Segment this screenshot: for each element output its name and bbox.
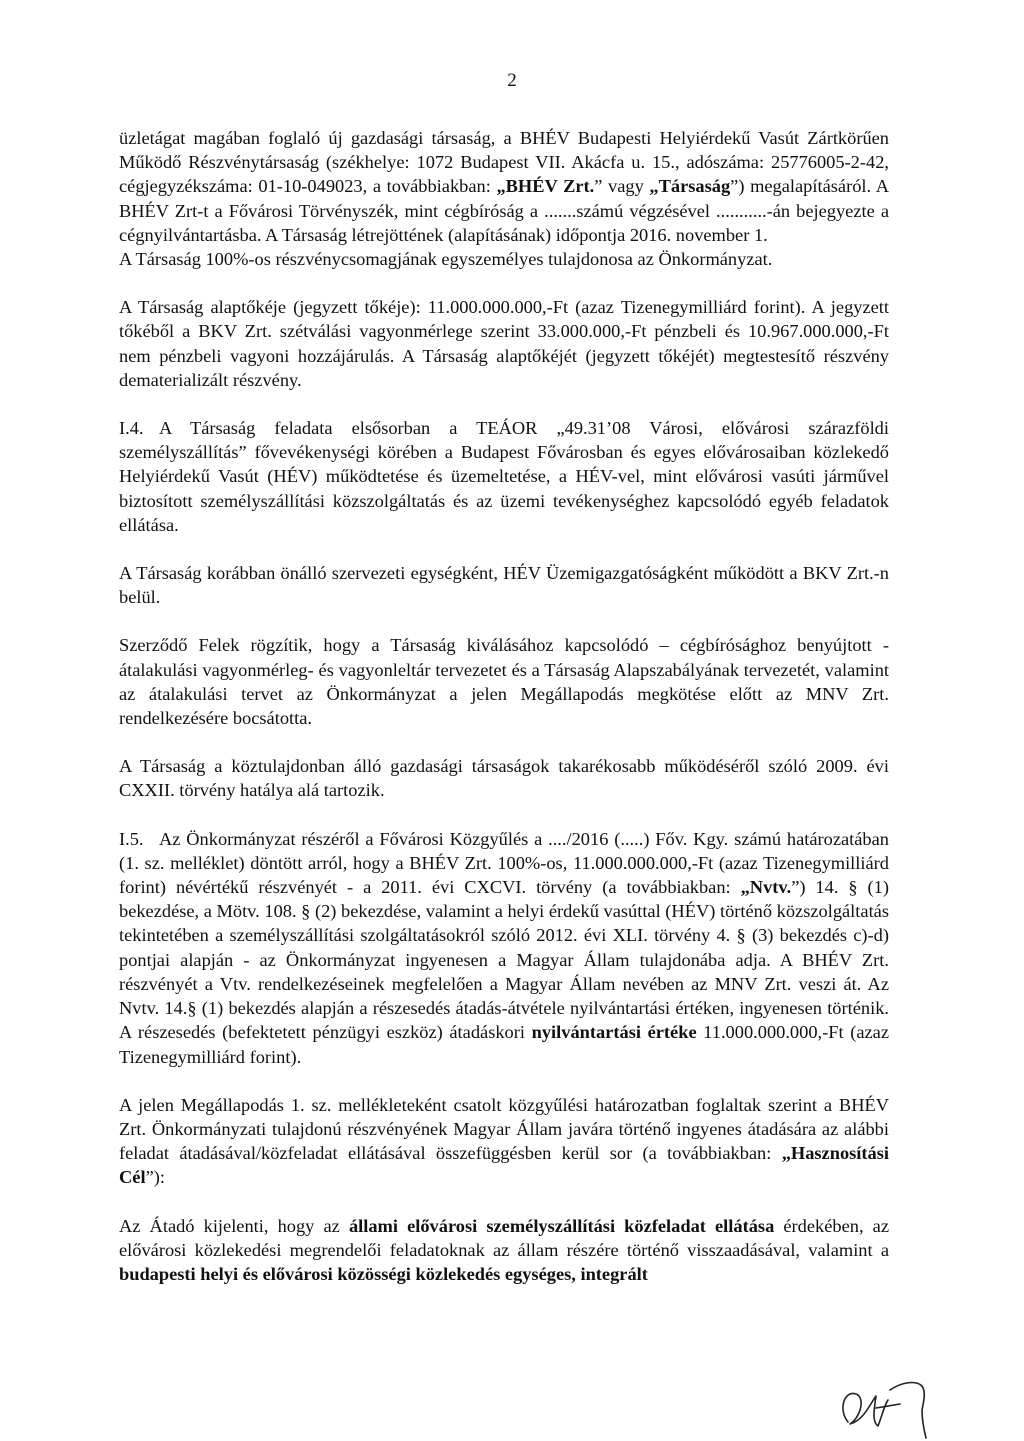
paragraph-share-capital: A Társaság alaptőkéje (jegyzett tőkéje): 11.000.000.000,-Ft (azaz Tizenegymilliárd forint). A jegyzett tőkéből a BKV Zrt. szétválási vagyonmérlege szerint 33.000.000,-Ft pénzbeli és 10.967.000.000,-Ft nem pénzbeli vagyoni hozzájárulás. A Társaság alaptőkéjét (jegyzett tőkéjét) megtestesítő részvény dematerializált részvény. [119,297,889,390]
text: 11.000.000.000,-Ft (azaz Tizenegymilliárd forint). [119,1022,889,1067]
paragraph-former-unit: A Társaság korábban önálló szervezeti egységként, HÉV Üzemigazgatóságként működött a BKV Zrt.-n belül. [119,563,889,608]
text: Az Átadó kijelenti, hogy az [119,1215,349,1236]
paragraph-company-founding [119,126,889,247]
text: ”) 14. § (1) bekezdése, a Mötv. 108. § (2) bekezdése, valamint a helyi érdekű vasúttal (HÉV) történő közszolgáltatás tekintetében a személyszállítási szolgáltatásokról szóló 2012. évi XLI. törvény 4. § (3) bekezdés c)-d) pontjai alapján - az Önkormányzat ingyenesen a Magyar Állam tulajdonába adja. A BHÉV Zrt. részvényét a Vtv. rendelkezéseinek megfelelően a Magyar Állam nevében az MNV Zrt. veszi át. Az Nvtv. 14.§ (1) bekezdés alapján a részesedés átadás-átvétele nyilvántartási értéken, ingyenesen történik. A részesedés (befektetett pénzügyi eszköz) átadáskori [119,877,889,1043]
text: érdekében, az elővárosi közlekedési megrendelői feladatoknak az állam részére történő visszaadásával, valamint a [119,1215,889,1260]
paragraph-ownership: A Társaság 100%-os részvénycsomagjának egyszemélyes tulajdonosa az Önkormányzat. [119,249,773,270]
paragraph-section-1-5 [119,827,889,1069]
text: ”) megalapításáról. A BHÉV Zrt-t a Fővárosi Törvényszék, mint cégbíróság a .......számú végzésével ...........-án bejegyezte a cégnyilvántartásba. A Társaság létrejöttének (alapításának) időpontja 2016. november 1. [119,176,889,245]
bold-term: „Társaság [649,176,731,197]
bold-term: „Nvtv. [740,877,792,898]
handwritten-signature [830,1360,940,1440]
paragraph-law-scope: A Társaság a köztulajdonban álló gazdasági társaságok takarékosabb működéséről szóló 2009. évi CXXII. törvény hatálya alá tartozik. [119,756,889,801]
bold-term: „Hasznosítási Cél [119,1143,889,1188]
text: Az Önkormányzat részéről a Fővárosi Közgyűlés a ..../2016 (.....) Főv. Kgy. számú határozatában (1. sz. melléklet) döntött arról, hogy a BHÉV Zrt. 100%-os, 11.000.000.000,-Ft (azaz Tizenegymilliárd forint) névértékű részvényét - a 2011. évi CXCVI. törvény (a továbbiakban: [119,828,889,898]
bold-term: nyilvántartási értéke [531,1022,697,1043]
bold-term: „BHÉV Zrt. [496,176,595,197]
paragraph-transfer-purpose [119,1093,889,1190]
page-number: 2 [507,70,517,91]
paragraph-declaration [119,1214,889,1287]
text: üzletágat magában foglaló új gazdasági társaság, a BHÉV Budapesti Helyiérdekű Vasút Zártkörűen Működő Részvénytársaság (székhelye: 1072 Budapest VII. Akácfa u. 15., adószáma: 25776005-2-42, cégjegyzékszáma: 01-10-049023, a továbbiakban: [119,128,889,197]
text: ”): [145,1167,165,1188]
paragraph-section-1-4 [119,416,889,537]
section-number: I.5. [119,828,144,849]
bold-term: állami elővárosi személyszállítási közfeladat ellátása [348,1215,775,1236]
text: ” vagy [594,176,650,197]
text: A jelen Megállapodás 1. sz. mellékleteként csatolt közgyűlési határozatban foglaltak szerint a BHÉV Zrt. Önkormányzati tulajdonú részvényének Magyar Állam javára történő ingyenes átadására az alábbi feladat átadásával/közfeladat ellátásával összefüggésben kerül sor (a továbbiakban: [119,1094,889,1164]
section-number: I.4. [119,418,144,439]
text: A Társaság feladata elsősorban a TEÁOR „49.31’08 Városi, elővárosi szárazföldi személyszállítás” fővevékenységi körében a Budapest Fővárosban és egyes elővárosaiban közlekedő Helyiérdekű Vasút (HÉV) működtetése és üzemeltetése, a HÉV-vel, mint elővárosi vasúti járművel biztosított személyszállítási közszolgáltatás és az üzemi tevékenységhez kapcsolódó egyéb feladatok ellátása. [119,418,889,535]
bold-term: budapesti helyi és elővárosi közösségi közlekedés egységes, integrált [119,1263,648,1284]
paragraph-parties-record: Szerződő Felek rögzítik, hogy a Társaság kiválásához kapcsolódó – cégbírósághoz benyújtott - átalakulási vagyonmérleg- és vagyonleltár tervezetet és a Társaság Alapszabályának tervezetét, valamint az átalakulási tervet az Önkormányzat a jelen Megállapodás megkötése előtt az MNV Zrt. rendelkezésére bocsátotta. [119,635,889,729]
document-body [119,126,889,1310]
